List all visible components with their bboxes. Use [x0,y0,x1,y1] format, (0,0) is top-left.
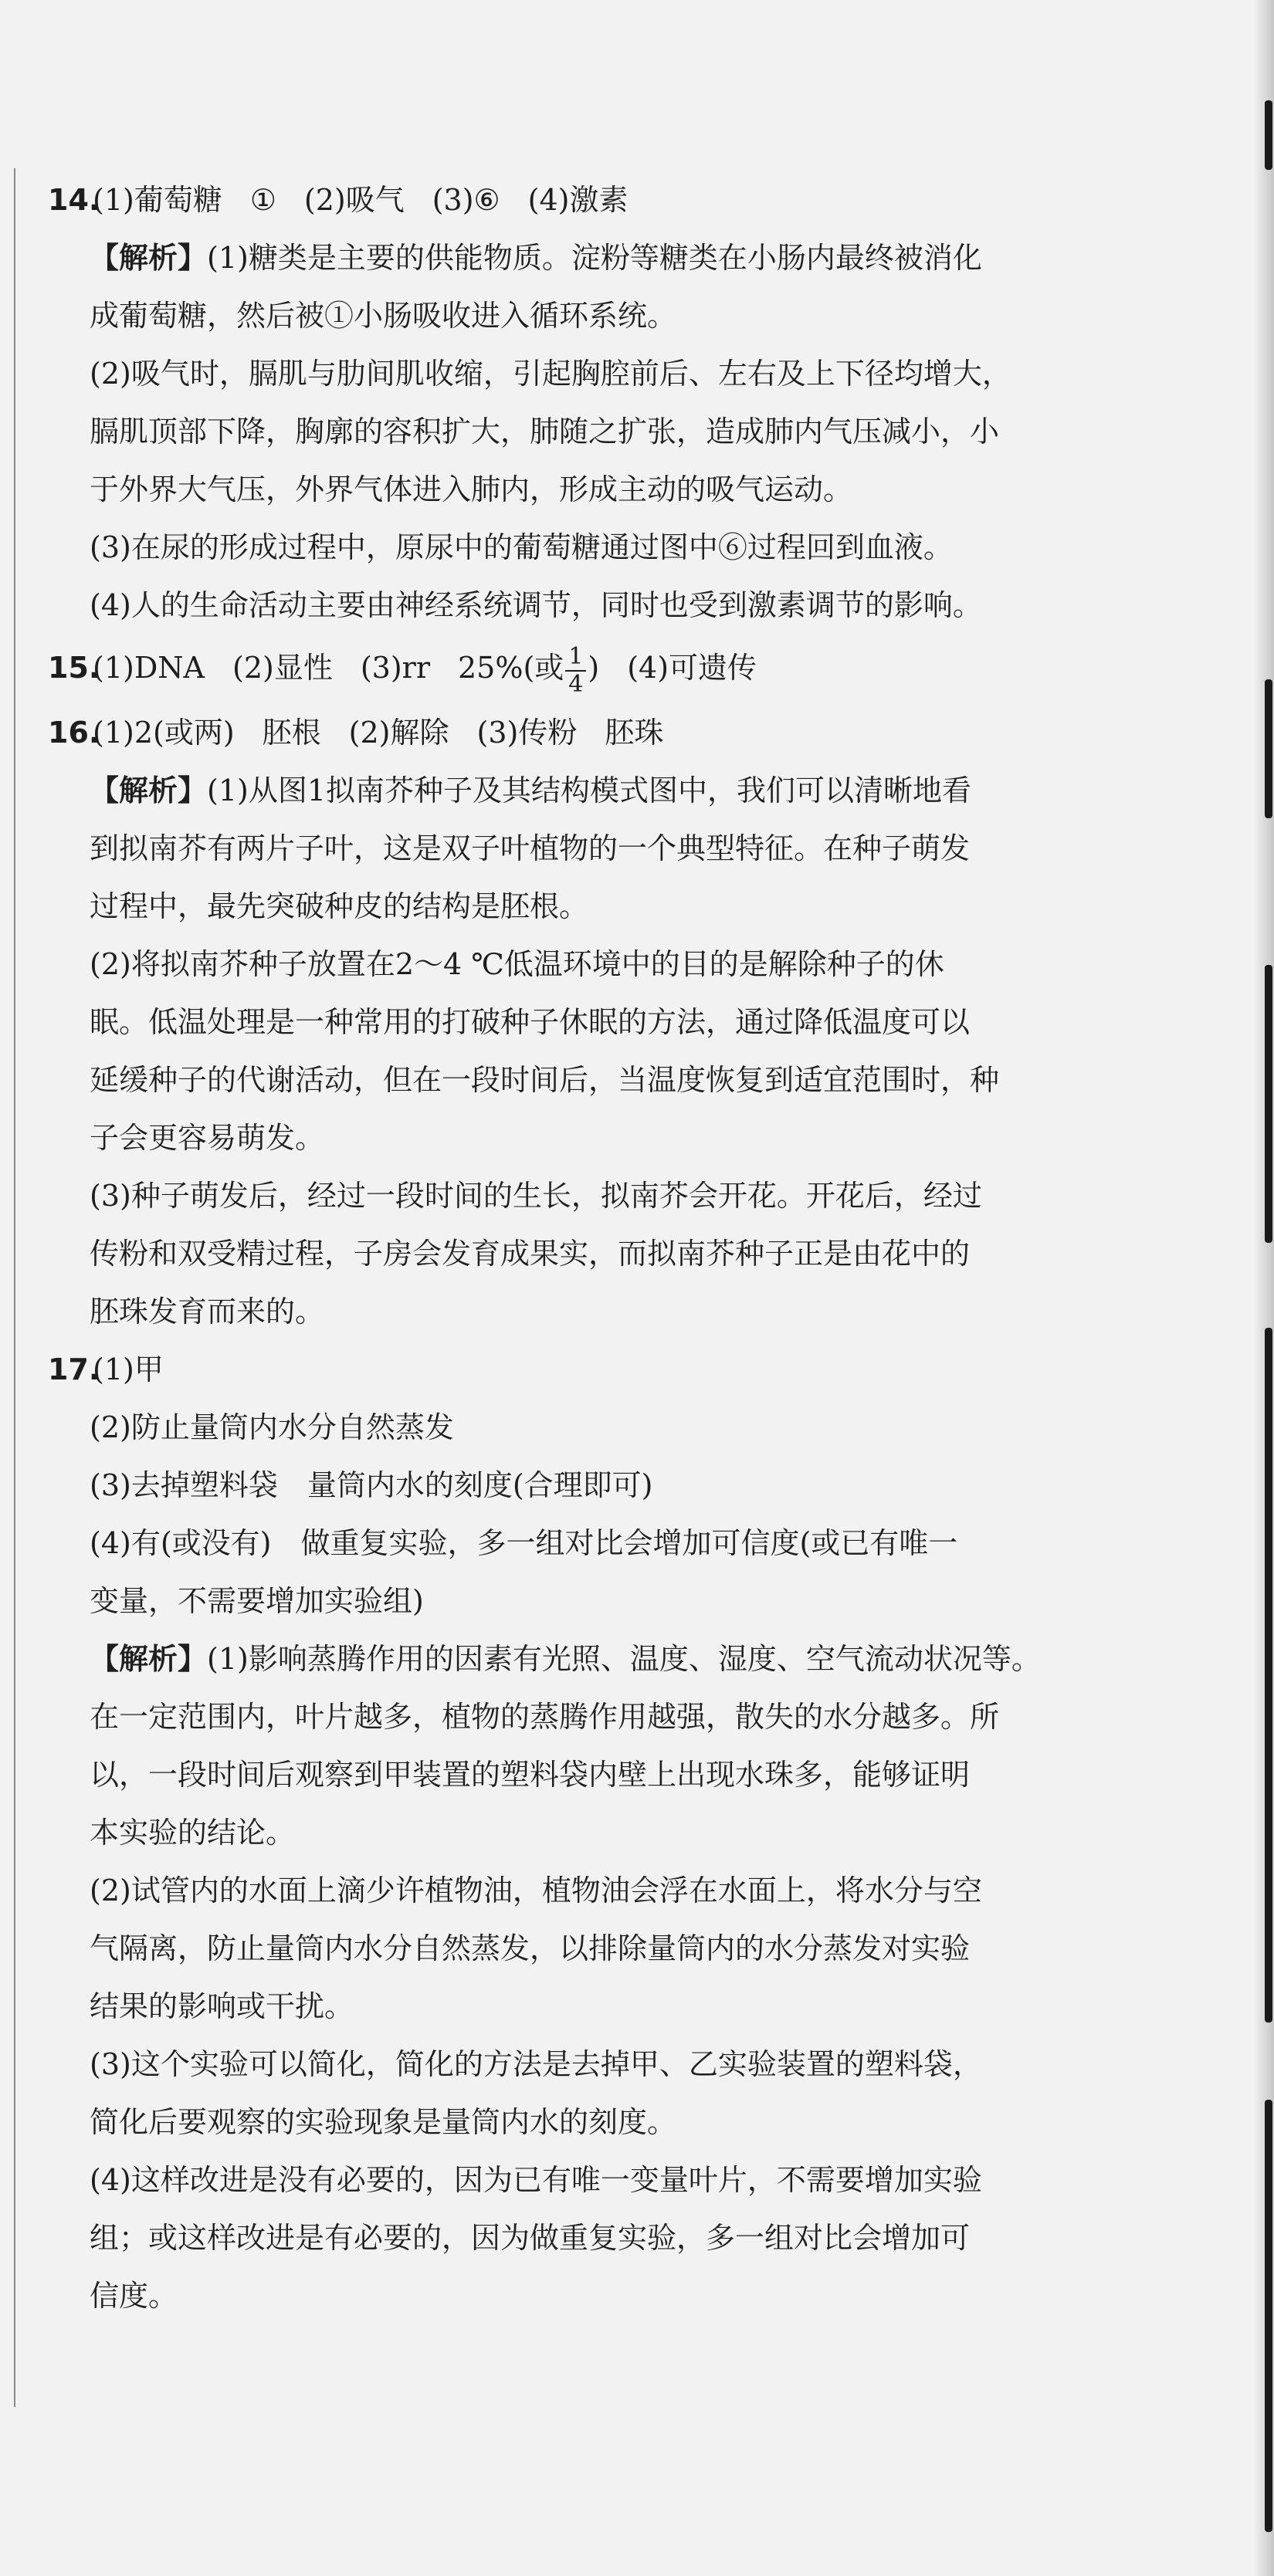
q17-analysis-line: 信度。 [90,2278,178,2313]
q17-answer-line: (2)防止量筒内水分自然蒸发 [90,1410,454,1444]
q14-analysis-line: 膈肌顶部下降，胸廓的容积扩大，肺随之扩张，造成肺内气压减小，小 [90,415,1000,449]
analysis-tag: 【解析】 [90,773,208,807]
q16-analysis-line: 子会更容易萌发。 [90,1120,325,1155]
q17-number: 17. [48,1352,100,1386]
q17-analysis-line: (4)这样改进是没有必要的，因为已有唯一变量叶片，不需要增加实验 [90,2162,982,2197]
analysis-tag: 【解析】 [90,241,208,275]
page-edge-mark [1265,1328,1272,2023]
q16-analysis-line: 眠。低温处理是一种常用的打破种子休眠的方法，通过降低温度可以 [90,1004,971,1039]
q17-answer-line: (4)有(或没有) 做重复实验，多一组对比会增加可信度(或已有唯一 [90,1525,958,1560]
page-edge-mark [1265,679,1272,818]
q16-analysis-line: 【解析】(1)从图1拟南芥种子及其结构模式图中，我们可以清晰地看 [90,773,972,807]
q17-answer-line: (3)去掉塑料袋 量筒内水的刻度(合理即可) [90,1467,653,1502]
q16-analysis-line: 到拟南芥有两片子叶，这是双子叶植物的一个典型特征。在种子萌发 [90,831,971,865]
analysis-tag: 【解析】 [90,1641,208,1676]
q16-analysis-line: 胚珠发育而来的。 [90,1294,325,1329]
q17-analysis-line: 本实验的结论。 [90,1815,296,1850]
q17-analysis-line: (2)试管内的水面上滴少许植物油，植物油会浮在水面上，将水分与空 [90,1873,982,1907]
q16-analysis-line: (2)将拟南芥种子放置在2～4 ℃低温环境中的目的是解除种子的休 [90,946,944,981]
q16-analysis-line: 延缓种子的代谢活动，但在一段时间后，当温度恢复到适宜范围时，种 [90,1062,1000,1097]
q17-answer: 17.(1)甲 [48,1341,1075,1399]
q16-number: 16. [48,715,100,750]
page-edge-mark [1265,100,1272,170]
fraction-one-quarter: $\frac{1}{4}$ [565,644,586,698]
q16-analysis-line: 传粉和双受精过程，子房会发育成果实，而拟南芥种子正是由花中的 [90,1236,971,1271]
q14-number: 14. [48,183,100,217]
q14-analysis-line: (4)人的生命活动主要由神经系统调节，同时也受到激素调节的影响。 [90,588,982,622]
q17-analysis-line: 结果的影响或干扰。 [90,1989,354,2023]
q17-analysis-line: 气隔离，防止量筒内水分自然蒸发，以排除量筒内的水分蒸发对实验 [90,1931,971,1965]
q14-analysis-line: (2)吸气时，膈肌与肋间肌收缩，引起胸腔前后、左右及上下径均增大， [90,357,1011,391]
q15-answer: 15.(1)DNA (2)显性 (3)rr 25%(或 $\frac{1}{4}$ ) (4)可遗传 [48,639,1075,698]
q16-analysis-line: 过程中，最先突破种皮的结构是胚根。 [90,889,589,923]
q17-analysis-line: 【解析】(1)影响蒸腾作用的因素有光照、温度、湿度、空气流动状况等。 [90,1641,1041,1676]
q17-analysis-line: (3)这个实验可以简化，简化的方法是去掉甲、乙实验装置的塑料袋， [90,2046,982,2081]
q16-analysis-line: (3)种子萌发后，经过一段时间的生长，拟南芥会开花。开花后，经过 [90,1178,982,1213]
q17-answer-line: 变量，不需要增加实验组) [90,1583,424,1618]
q14-analysis-line: 【解析】(1)糖类是主要的供能物质。淀粉等糖类在小肠内最终被消化 [90,241,982,275]
q16-answer: 16.(1)2(或两) 胚根 (2)解除 (3)传粉 胚珠 [48,704,1075,762]
answer-content [48,171,1075,2325]
margin-rule [14,168,15,2407]
page-edge-mark [1265,965,1272,1243]
q14-analysis-line: 于外界大气压，外界气体进入肺内，形成主动的吸气运动。 [90,472,853,506]
q17-analysis-line: 组；或这样改进是有必要的，因为做重复实验，多一组对比会增加可 [90,2220,971,2255]
q15-number: 15. [48,651,100,685]
q17-analysis-line: 在一定范围内，叶片越多，植物的蒸腾作用越强，散失的水分越多。所 [90,1699,1000,1734]
q14-analysis-line: (3)在尿的形成过程中，原尿中的葡萄糖通过图中⑥过程回到血液。 [90,530,953,564]
q17-analysis-line: 简化后要观察的实验现象是量筒内水的刻度。 [90,2104,677,2139]
q14-analysis-line: 成葡萄糖，然后被①小肠吸收进入循环系统。 [90,299,677,333]
q14-answer: 14.(1)葡萄糖 ① (2)吸气 (3)⑥ (4)激素 [48,171,1075,229]
q17-analysis-line: 以，一段时间后观察到甲装置的塑料袋内壁上出现水珠多，能够证明 [90,1757,971,1792]
page-edge-mark [1265,2100,1272,2532]
